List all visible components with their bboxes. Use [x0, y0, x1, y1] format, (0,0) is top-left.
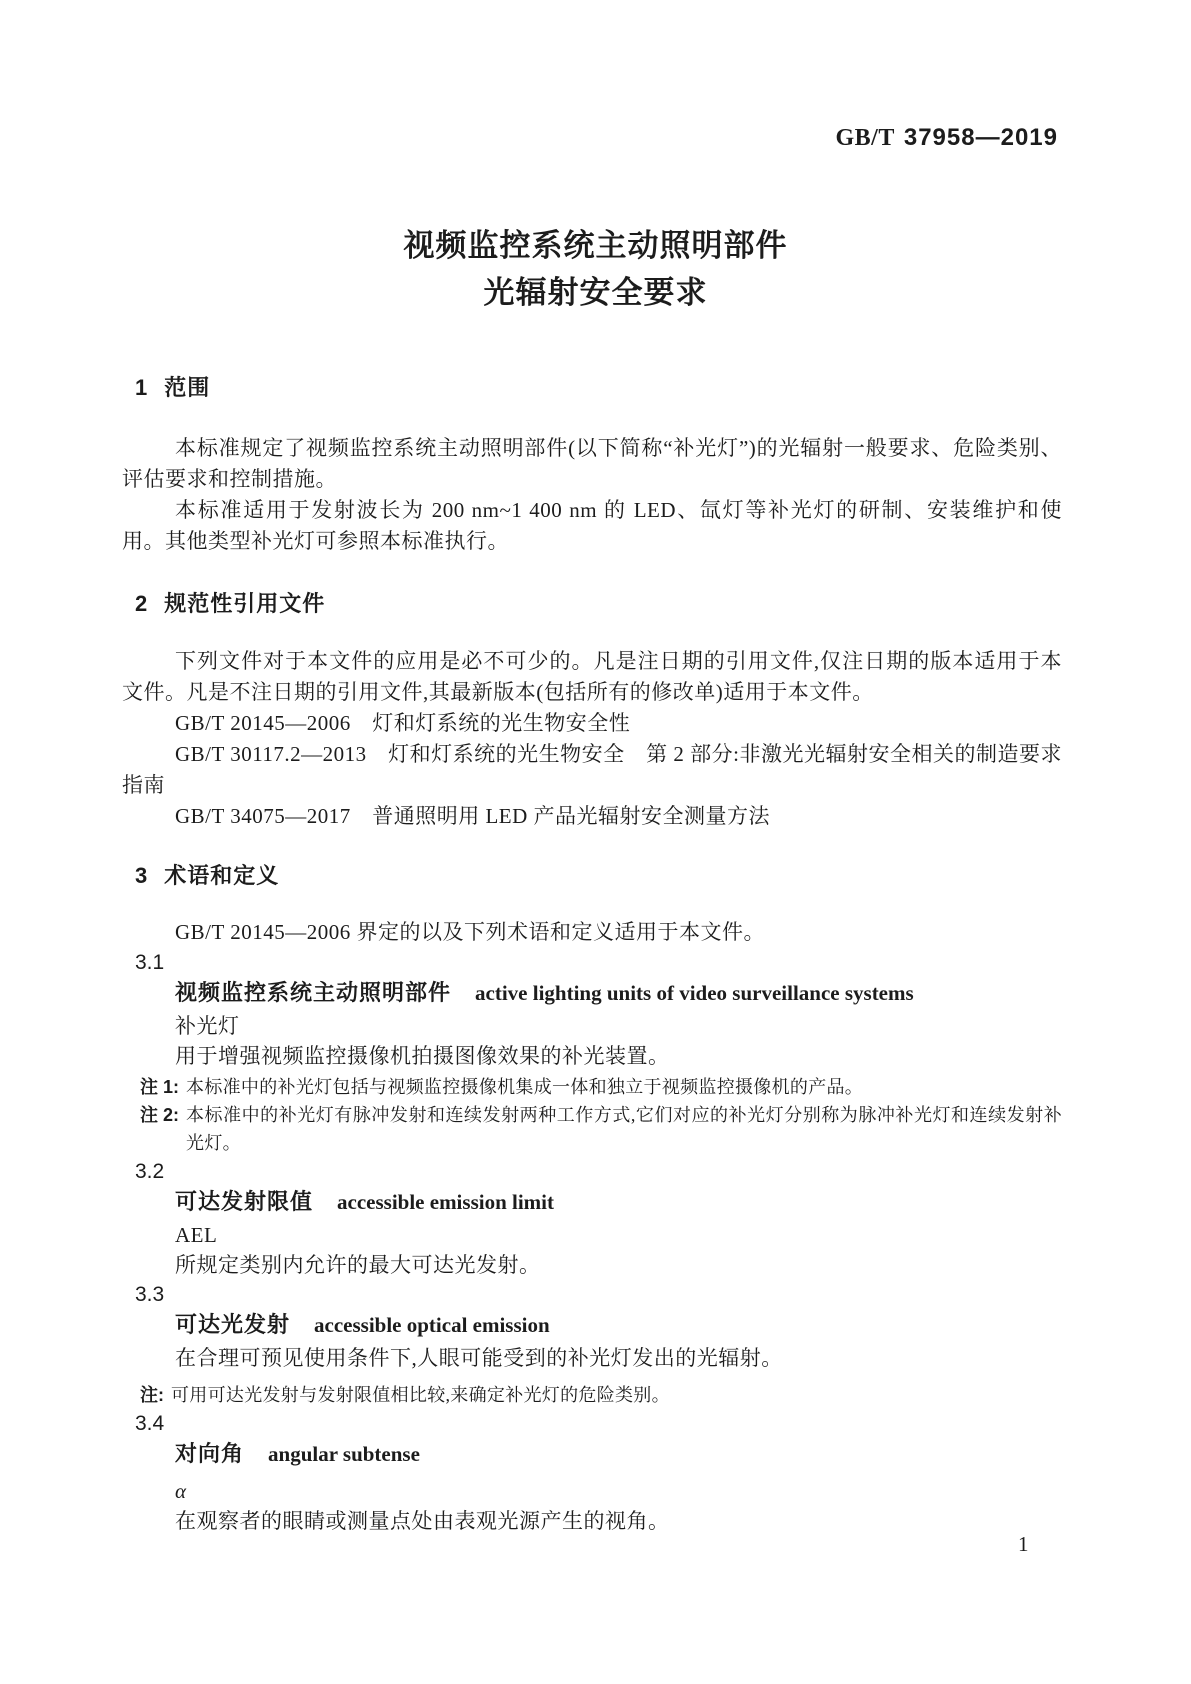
section-title: 规范性引用文件: [164, 591, 326, 616]
page-number: 1: [1018, 1532, 1029, 1556]
term-name-en: angular subtense: [268, 1442, 420, 1466]
section-heading: [135, 376, 1062, 400]
section-number: 2: [135, 591, 149, 616]
section-title: 范围: [164, 375, 211, 400]
reference-entry: GB/T 34075—2017 普通照明用 LED 产品光辐射安全测量方法: [175, 804, 771, 828]
term-name: [175, 1310, 1062, 1343]
term-number: 3.4: [135, 1412, 165, 1435]
document-title: [0, 222, 1191, 316]
paragraph: 本标准规定了视频监控系统主动照明部件(以下简称“补光灯”)的光辐射一般要求、危险类别、评估要求和控制措施。: [122, 436, 1062, 491]
note: [140, 1101, 1062, 1157]
reference-entry: GB/T 30117.2—2013 灯和灯系统的光生物安全 第 2 部分:非激光光辐射安全相关的制造要求指南: [122, 742, 1063, 797]
note-text: 本标准中的补光灯有脉冲发射和连续发射两种工作方式,它们对应的补光灯分别称为脉冲补光灯和连续发射补光灯。: [186, 1105, 1062, 1153]
term-definition: 用于增强视频监控摄像机拍摄图像效果的补光装置。: [175, 1044, 670, 1068]
title-line-2: 光辐射安全要求: [483, 275, 708, 310]
section-number: 1: [135, 375, 149, 400]
section-normative-references: [122, 592, 1062, 832]
note-label: 注:: [140, 1385, 164, 1405]
section-number: 3: [135, 863, 149, 888]
term-name-zh: 视频监控系统主动照明部件: [175, 980, 452, 1005]
term-alias: AEL: [175, 1223, 218, 1247]
standard-code-prefix: GB/T: [835, 125, 895, 151]
standard-code: [836, 124, 1059, 152]
note: [140, 1381, 1062, 1409]
section-title: 术语和定义: [164, 863, 280, 888]
term-name-en: active lighting units of video surveillance systems: [475, 981, 914, 1005]
term-number: 3.1: [135, 951, 165, 974]
term-definition: 在合理可预见使用条件下,人眼可能受到的补光灯发出的光辐射。: [175, 1346, 783, 1370]
paragraph: 下列文件对于本文件的应用是必不可少的。凡是注日期的引用文件,仅注日期的版本适用于本文件。凡是不注日期的引用文件,其最新版本(包括所有的修改单)适用于本文件。: [122, 649, 1062, 704]
term-number: 3.2: [135, 1160, 165, 1183]
term-name: [175, 978, 1062, 1011]
paragraph: GB/T 20145—2006 界定的以及下列术语和定义适用于本文件。: [175, 920, 765, 944]
term-name-zh: 可达发射限值: [175, 1189, 314, 1214]
note-label: 注 1:: [140, 1077, 180, 1097]
title-line-1: 视频监控系统主动照明部件: [403, 228, 788, 263]
note-label: 注 2:: [140, 1105, 180, 1125]
note: [140, 1073, 1062, 1101]
term-name-en: accessible emission limit: [337, 1190, 554, 1214]
section-scope: [122, 376, 1062, 557]
term-definition: 所规定类别内允许的最大可达光发射。: [175, 1253, 541, 1277]
note-text: 本标准中的补光灯包括与视频监控摄像机集成一体和独立于视频监控摄像机的产品。: [186, 1077, 864, 1097]
term-name: [175, 1187, 1062, 1220]
term-name-zh: 对向角: [175, 1441, 245, 1466]
section-heading: [135, 864, 1062, 888]
paragraph: 本标准适用于发射波长为 200 nm~1 400 nm 的 LED、氙灯等补光灯的研制、安装维护和使用。其他类型补光灯可参照本标准执行。: [122, 498, 1062, 553]
standard-code-number: 37958—2019: [903, 124, 1058, 151]
term-name: [175, 1439, 1062, 1472]
section-terms-definitions: [122, 864, 1062, 1536]
term-name-zh: 可达光发射: [175, 1312, 291, 1337]
term-definition: 在观察者的眼睛或测量点处由表观光源产生的视角。: [175, 1509, 670, 1533]
note-text: 可用可达光发射与发射限值相比较,来确定补光灯的危险类别。: [171, 1385, 670, 1405]
term-number: 3.3: [135, 1283, 165, 1306]
reference-entry: GB/T 20145—2006 灯和灯系统的光生物安全性: [175, 711, 631, 735]
term-alias: 补光灯: [175, 1014, 240, 1038]
term-symbol: α: [175, 1479, 187, 1503]
section-heading: [135, 592, 1062, 616]
term-name-en: accessible optical emission: [314, 1313, 550, 1337]
